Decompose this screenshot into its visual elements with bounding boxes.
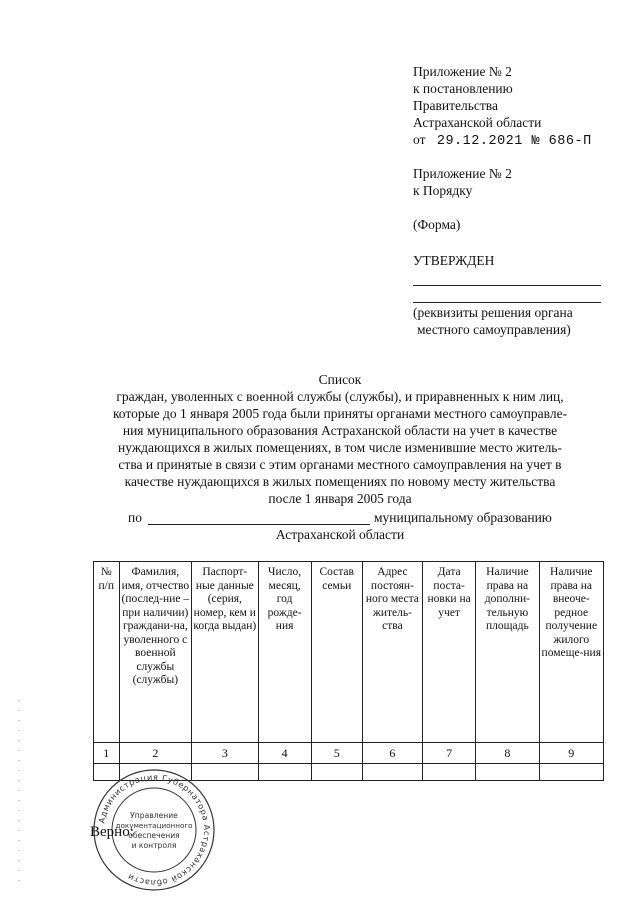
list-title-line-2: которые до 1 января 2005 года были приняты органами местного самоуправле- (112, 406, 568, 421)
header-date-line (413, 132, 592, 150)
approved-caption-1: (реквизиты решения органа (413, 305, 573, 320)
column-number: 8 (476, 743, 539, 764)
appendix-order-line: к Порядку (413, 183, 473, 198)
table-header-row (94, 562, 604, 743)
empty-cell (362, 764, 422, 781)
empty-cell (539, 764, 603, 781)
header-cell-extra-area: Наличие права на дополни-тельную площадь (476, 562, 539, 743)
header-date-prefix: от (413, 132, 426, 147)
column-number: 6 (362, 743, 422, 764)
header-cell-address: Адрес постоян-ного места житель-ства (362, 562, 422, 743)
list-title-line-6: качестве нуждающихся в жилых помещениях по новому месту жительства (124, 474, 556, 489)
form-label: (Форма) (413, 217, 461, 232)
column-number: 9 (539, 743, 603, 764)
empty-cell (311, 764, 362, 781)
list-title-region: Астраханской области (275, 527, 405, 542)
column-number: 7 (423, 743, 476, 764)
list-title-line-4: нуждающихся в жилых помещениях, в том числе изменившие место житель- (118, 440, 562, 455)
seal-center-line-4: и контроля (131, 841, 177, 850)
header-region-line: Астраханской области (413, 115, 542, 130)
municipality-prefix: по (128, 510, 142, 525)
appendix-line: Приложение № 2 (413, 166, 512, 181)
header-date-number: 29.12.2021 № 686-П (436, 134, 592, 149)
header-cell-priority-housing: Наличие права на внеоче-редное получение жилого помеще-ния (539, 562, 603, 743)
list-title-line-7: после 1 января 2005 года (268, 491, 412, 506)
verno-label: Верно: (90, 824, 134, 840)
municipality-blank-line (148, 524, 370, 525)
citizens-table (93, 561, 604, 781)
list-title-line-5: ства и принятые в связи с этим органами местного самоуправления на учет в (118, 457, 562, 472)
seal-center-line-3: обеспечения (128, 831, 180, 840)
table-number-row (94, 743, 604, 764)
header-cell-passport: Паспорт-ные данные (серия, номер, кем и когда выдан) (192, 562, 258, 743)
list-title-line-3: ния муниципального образования Астраханской области на учет в качестве (122, 423, 558, 438)
empty-cell (258, 764, 311, 781)
approved-title: УТВЕРЖДЕН (413, 253, 495, 268)
column-number: 4 (258, 743, 311, 764)
header-cell-full-name: Фамилия, имя, отчество (послед-ние – при наличии) граждани-на, уволенного с военной службы (службы) (119, 562, 192, 743)
approved-signature-line-2 (413, 302, 601, 303)
column-number: 5 (311, 743, 362, 764)
header-government-line: Правительства (413, 98, 498, 113)
header-appendix-line: Приложение № 2 (413, 64, 512, 79)
seal-center-line-1: Управление (130, 811, 178, 820)
list-heading: Список (318, 372, 362, 387)
header-cell-registration-date: Дата поста-новки на учет (423, 562, 476, 743)
column-number: 3 (192, 743, 258, 764)
header-cell-birth-date: Число, месяц, год рожде-ния (258, 562, 311, 743)
header-cell-family: Состав семьи (311, 562, 362, 743)
column-number: 2 (119, 743, 192, 764)
seal-center-line-2: документационного (115, 821, 193, 830)
approved-signature-line-1 (413, 285, 601, 286)
approved-caption-2: местного самоуправления) (417, 322, 571, 337)
margin-dots (16, 700, 22, 890)
list-title-line-1: граждан, уволенных с военной службы (службы), и приравненных к ним лиц, (116, 389, 564, 404)
header-resolution-line: к постановлению (413, 81, 513, 96)
column-number: 1 (94, 743, 120, 764)
municipality-suffix: муниципальному образованию (374, 510, 552, 525)
empty-cell (476, 764, 539, 781)
empty-cell (423, 764, 476, 781)
header-cell-number: № п/п (94, 562, 120, 743)
seal-ring-text: Администрация Губернатора Астраханской области (96, 771, 213, 889)
